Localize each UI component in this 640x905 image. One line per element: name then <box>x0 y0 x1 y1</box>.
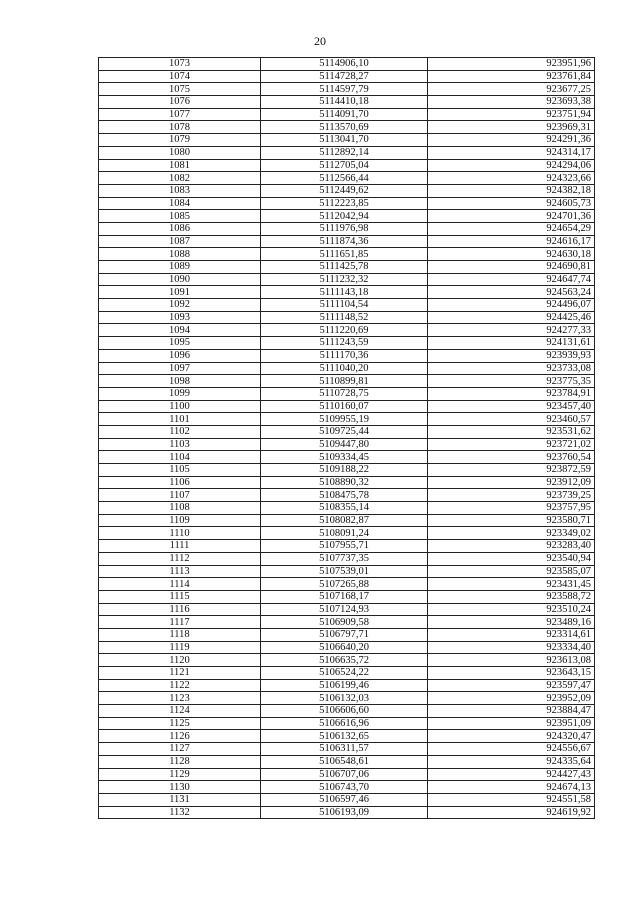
x-coordinate-cell: 5109188,22 <box>261 464 428 477</box>
x-coordinate-cell: 5111170,36 <box>261 349 428 362</box>
x-coordinate-cell: 5106616,96 <box>261 717 428 730</box>
table-row <box>99 172 595 185</box>
y-coordinate-cell: 924425,46 <box>428 311 595 324</box>
point-number-cell: 1087 <box>99 235 261 248</box>
y-coordinate-cell: 923489,16 <box>428 616 595 629</box>
table-row <box>99 451 595 464</box>
point-number-cell: 1116 <box>99 603 261 616</box>
x-coordinate-cell: 5106743,70 <box>261 781 428 794</box>
y-coordinate-cell: 924647,74 <box>428 273 595 286</box>
table-row <box>99 248 595 261</box>
y-coordinate-cell: 924496,07 <box>428 299 595 312</box>
point-number-cell: 1127 <box>99 743 261 756</box>
y-coordinate-cell: 924616,17 <box>428 235 595 248</box>
table-row <box>99 755 595 768</box>
table-row <box>99 311 595 324</box>
point-number-cell: 1077 <box>99 108 261 121</box>
y-coordinate-cell: 923431,45 <box>428 578 595 591</box>
y-coordinate-cell: 923939,93 <box>428 349 595 362</box>
point-number-cell: 1117 <box>99 616 261 629</box>
table-row <box>99 781 595 794</box>
x-coordinate-cell: 5111232,32 <box>261 273 428 286</box>
y-coordinate-cell: 923761,84 <box>428 70 595 83</box>
table-row <box>99 400 595 413</box>
x-coordinate-cell: 5107955,71 <box>261 540 428 553</box>
x-coordinate-cell: 5108890,32 <box>261 476 428 489</box>
point-number-cell: 1114 <box>99 578 261 591</box>
y-coordinate-cell: 923951,96 <box>428 58 595 71</box>
table-row <box>99 489 595 502</box>
table-row <box>99 83 595 96</box>
point-number-cell: 1090 <box>99 273 261 286</box>
table-row <box>99 502 595 515</box>
table-row <box>99 527 595 540</box>
x-coordinate-cell: 5114091,70 <box>261 108 428 121</box>
point-number-cell: 1075 <box>99 83 261 96</box>
y-coordinate-cell: 924382,18 <box>428 184 595 197</box>
point-number-cell: 1132 <box>99 806 261 819</box>
table-row <box>99 222 595 235</box>
y-coordinate-cell: 924551,58 <box>428 793 595 806</box>
x-coordinate-cell: 5106548,61 <box>261 755 428 768</box>
point-number-cell: 1118 <box>99 628 261 641</box>
y-coordinate-cell: 923588,72 <box>428 590 595 603</box>
x-coordinate-cell: 5111243,59 <box>261 337 428 350</box>
x-coordinate-cell: 5111104,54 <box>261 299 428 312</box>
x-coordinate-cell: 5107168,17 <box>261 590 428 603</box>
point-number-cell: 1074 <box>99 70 261 83</box>
x-coordinate-cell: 5106199,46 <box>261 679 428 692</box>
point-number-cell: 1094 <box>99 324 261 337</box>
table-row <box>99 616 595 629</box>
table-row <box>99 768 595 781</box>
point-number-cell: 1101 <box>99 413 261 426</box>
table-row <box>99 362 595 375</box>
x-coordinate-cell: 5106606,60 <box>261 705 428 718</box>
y-coordinate-cell: 924320,47 <box>428 730 595 743</box>
point-number-cell: 1089 <box>99 261 261 274</box>
x-coordinate-cell: 5111143,18 <box>261 286 428 299</box>
point-number-cell: 1113 <box>99 565 261 578</box>
point-number-cell: 1129 <box>99 768 261 781</box>
x-coordinate-cell: 5113041,70 <box>261 134 428 147</box>
y-coordinate-cell: 924291,36 <box>428 134 595 147</box>
point-number-cell: 1082 <box>99 172 261 185</box>
point-number-cell: 1095 <box>99 337 261 350</box>
y-coordinate-cell: 924690,81 <box>428 261 595 274</box>
table-row <box>99 806 595 819</box>
y-coordinate-cell: 923952,09 <box>428 692 595 705</box>
table-row <box>99 261 595 274</box>
x-coordinate-cell: 5114410,18 <box>261 96 428 109</box>
x-coordinate-cell: 5112892,14 <box>261 146 428 159</box>
y-coordinate-cell: 923597,47 <box>428 679 595 692</box>
y-coordinate-cell: 923739,25 <box>428 489 595 502</box>
x-coordinate-cell: 5107265,88 <box>261 578 428 591</box>
x-coordinate-cell: 5106132,65 <box>261 730 428 743</box>
point-number-cell: 1126 <box>99 730 261 743</box>
x-coordinate-cell: 5106132,03 <box>261 692 428 705</box>
table-row <box>99 464 595 477</box>
y-coordinate-cell: 923757,95 <box>428 502 595 515</box>
point-number-cell: 1119 <box>99 641 261 654</box>
point-number-cell: 1122 <box>99 679 261 692</box>
point-number-cell: 1124 <box>99 705 261 718</box>
x-coordinate-cell: 5111651,85 <box>261 248 428 261</box>
point-number-cell: 1130 <box>99 781 261 794</box>
y-coordinate-cell: 923540,94 <box>428 552 595 565</box>
table-row <box>99 387 595 400</box>
y-coordinate-cell: 923283,40 <box>428 540 595 553</box>
point-number-cell: 1098 <box>99 375 261 388</box>
x-coordinate-cell: 5107737,35 <box>261 552 428 565</box>
x-coordinate-cell: 5109725,44 <box>261 425 428 438</box>
y-coordinate-cell: 923775,35 <box>428 375 595 388</box>
point-number-cell: 1080 <box>99 146 261 159</box>
table-row <box>99 273 595 286</box>
point-number-cell: 1104 <box>99 451 261 464</box>
x-coordinate-cell: 5106635,72 <box>261 654 428 667</box>
table-row <box>99 58 595 71</box>
x-coordinate-cell: 5111040,20 <box>261 362 428 375</box>
x-coordinate-cell: 5108091,24 <box>261 527 428 540</box>
table-row <box>99 552 595 565</box>
table-row <box>99 235 595 248</box>
x-coordinate-cell: 5110160,07 <box>261 400 428 413</box>
y-coordinate-cell: 923760,54 <box>428 451 595 464</box>
point-number-cell: 1123 <box>99 692 261 705</box>
point-number-cell: 1115 <box>99 590 261 603</box>
y-coordinate-cell: 923460,57 <box>428 413 595 426</box>
x-coordinate-cell: 5108475,78 <box>261 489 428 502</box>
table-row <box>99 70 595 83</box>
y-coordinate-cell: 923721,02 <box>428 438 595 451</box>
x-coordinate-cell: 5106707,06 <box>261 768 428 781</box>
x-coordinate-cell: 5114728,27 <box>261 70 428 83</box>
x-coordinate-cell: 5111976,98 <box>261 222 428 235</box>
x-coordinate-cell: 5110899,81 <box>261 375 428 388</box>
x-coordinate-cell: 5108082,87 <box>261 514 428 527</box>
point-number-cell: 1108 <box>99 502 261 515</box>
y-coordinate-cell: 923884,47 <box>428 705 595 718</box>
point-number-cell: 1107 <box>99 489 261 502</box>
x-coordinate-cell: 5111148,52 <box>261 311 428 324</box>
point-number-cell: 1109 <box>99 514 261 527</box>
point-number-cell: 1128 <box>99 755 261 768</box>
x-coordinate-cell: 5107539,01 <box>261 565 428 578</box>
y-coordinate-cell: 924556,67 <box>428 743 595 756</box>
coordinates-table-body <box>99 58 595 819</box>
table-row <box>99 476 595 489</box>
table-row <box>99 793 595 806</box>
y-coordinate-cell: 923693,38 <box>428 96 595 109</box>
y-coordinate-cell: 924294,06 <box>428 159 595 172</box>
table-row <box>99 565 595 578</box>
y-coordinate-cell: 924563,24 <box>428 286 595 299</box>
x-coordinate-cell: 5112449,62 <box>261 184 428 197</box>
point-number-cell: 1102 <box>99 425 261 438</box>
x-coordinate-cell: 5113570,69 <box>261 121 428 134</box>
table-row <box>99 337 595 350</box>
table-row <box>99 210 595 223</box>
x-coordinate-cell: 5112566,44 <box>261 172 428 185</box>
y-coordinate-cell: 924674,13 <box>428 781 595 794</box>
table-row <box>99 286 595 299</box>
point-number-cell: 1086 <box>99 222 261 235</box>
x-coordinate-cell: 5108355,14 <box>261 502 428 515</box>
x-coordinate-cell: 5106597,46 <box>261 793 428 806</box>
x-coordinate-cell: 5114597,79 <box>261 83 428 96</box>
table-row <box>99 438 595 451</box>
y-coordinate-cell: 923969,31 <box>428 121 595 134</box>
table-row <box>99 628 595 641</box>
table-row <box>99 96 595 109</box>
x-coordinate-cell: 5112223,85 <box>261 197 428 210</box>
table-row <box>99 540 595 553</box>
y-coordinate-cell: 924630,18 <box>428 248 595 261</box>
x-coordinate-cell: 5112042,94 <box>261 210 428 223</box>
point-number-cell: 1093 <box>99 311 261 324</box>
y-coordinate-cell: 923334,40 <box>428 641 595 654</box>
y-coordinate-cell: 923912,09 <box>428 476 595 489</box>
table-row <box>99 197 595 210</box>
x-coordinate-cell: 5109955,19 <box>261 413 428 426</box>
y-coordinate-cell: 923510,24 <box>428 603 595 616</box>
point-number-cell: 1100 <box>99 400 261 413</box>
point-number-cell: 1073 <box>99 58 261 71</box>
coordinates-table <box>98 57 595 819</box>
point-number-cell: 1120 <box>99 654 261 667</box>
table-row <box>99 679 595 692</box>
y-coordinate-cell: 924701,36 <box>428 210 595 223</box>
y-coordinate-cell: 923349,02 <box>428 527 595 540</box>
y-coordinate-cell: 924654,29 <box>428 222 595 235</box>
x-coordinate-cell: 5106640,20 <box>261 641 428 654</box>
y-coordinate-cell: 923951,09 <box>428 717 595 730</box>
table-row <box>99 692 595 705</box>
y-coordinate-cell: 924131,61 <box>428 337 595 350</box>
table-row <box>99 121 595 134</box>
x-coordinate-cell: 5106193,09 <box>261 806 428 819</box>
point-number-cell: 1096 <box>99 349 261 362</box>
table-row <box>99 299 595 312</box>
point-number-cell: 1079 <box>99 134 261 147</box>
y-coordinate-cell: 924605,73 <box>428 197 595 210</box>
y-coordinate-cell: 923733,08 <box>428 362 595 375</box>
point-number-cell: 1111 <box>99 540 261 553</box>
point-number-cell: 1084 <box>99 197 261 210</box>
x-coordinate-cell: 5111425,78 <box>261 261 428 274</box>
x-coordinate-cell: 5111220,69 <box>261 324 428 337</box>
table-row <box>99 324 595 337</box>
table-row <box>99 654 595 667</box>
table-row <box>99 667 595 680</box>
x-coordinate-cell: 5106311,57 <box>261 743 428 756</box>
point-number-cell: 1110 <box>99 527 261 540</box>
point-number-cell: 1112 <box>99 552 261 565</box>
y-coordinate-cell: 924619,92 <box>428 806 595 819</box>
point-number-cell: 1088 <box>99 248 261 261</box>
x-coordinate-cell: 5114906,10 <box>261 58 428 71</box>
point-number-cell: 1097 <box>99 362 261 375</box>
y-coordinate-cell: 923751,94 <box>428 108 595 121</box>
point-number-cell: 1092 <box>99 299 261 312</box>
y-coordinate-cell: 923677,25 <box>428 83 595 96</box>
point-number-cell: 1106 <box>99 476 261 489</box>
x-coordinate-cell: 5106524,22 <box>261 667 428 680</box>
x-coordinate-cell: 5109334,45 <box>261 451 428 464</box>
x-coordinate-cell: 5110728,75 <box>261 387 428 400</box>
point-number-cell: 1131 <box>99 793 261 806</box>
point-number-cell: 1083 <box>99 184 261 197</box>
point-number-cell: 1081 <box>99 159 261 172</box>
table-row <box>99 730 595 743</box>
point-number-cell: 1125 <box>99 717 261 730</box>
table-row <box>99 425 595 438</box>
x-coordinate-cell: 5109447,80 <box>261 438 428 451</box>
table-row <box>99 603 595 616</box>
table-row <box>99 578 595 591</box>
x-coordinate-cell: 5112705,04 <box>261 159 428 172</box>
y-coordinate-cell: 923531,62 <box>428 425 595 438</box>
table-row <box>99 375 595 388</box>
table-row <box>99 514 595 527</box>
x-coordinate-cell: 5106909,58 <box>261 616 428 629</box>
table-row <box>99 590 595 603</box>
y-coordinate-cell: 923580,71 <box>428 514 595 527</box>
table-row <box>99 146 595 159</box>
point-number-cell: 1121 <box>99 667 261 680</box>
y-coordinate-cell: 924314,17 <box>428 146 595 159</box>
y-coordinate-cell: 923784,91 <box>428 387 595 400</box>
point-number-cell: 1105 <box>99 464 261 477</box>
y-coordinate-cell: 923585,07 <box>428 565 595 578</box>
point-number-cell: 1085 <box>99 210 261 223</box>
page-number: 20 <box>314 34 326 48</box>
y-coordinate-cell: 923613,08 <box>428 654 595 667</box>
y-coordinate-cell: 924335,64 <box>428 755 595 768</box>
y-coordinate-cell: 923643,15 <box>428 667 595 680</box>
table-row <box>99 743 595 756</box>
x-coordinate-cell: 5107124,93 <box>261 603 428 616</box>
point-number-cell: 1099 <box>99 387 261 400</box>
y-coordinate-cell: 923457,40 <box>428 400 595 413</box>
table-row <box>99 413 595 426</box>
table-row <box>99 159 595 172</box>
point-number-cell: 1091 <box>99 286 261 299</box>
table-row <box>99 705 595 718</box>
table-row <box>99 134 595 147</box>
table-row <box>99 184 595 197</box>
point-number-cell: 1076 <box>99 96 261 109</box>
table-row <box>99 641 595 654</box>
x-coordinate-cell: 5111874,36 <box>261 235 428 248</box>
x-coordinate-cell: 5106797,71 <box>261 628 428 641</box>
table-row <box>99 717 595 730</box>
table-row <box>99 349 595 362</box>
y-coordinate-cell: 923314,61 <box>428 628 595 641</box>
y-coordinate-cell: 923872,59 <box>428 464 595 477</box>
y-coordinate-cell: 924427,43 <box>428 768 595 781</box>
y-coordinate-cell: 924323,66 <box>428 172 595 185</box>
table-row <box>99 108 595 121</box>
point-number-cell: 1078 <box>99 121 261 134</box>
y-coordinate-cell: 924277,33 <box>428 324 595 337</box>
point-number-cell: 1103 <box>99 438 261 451</box>
